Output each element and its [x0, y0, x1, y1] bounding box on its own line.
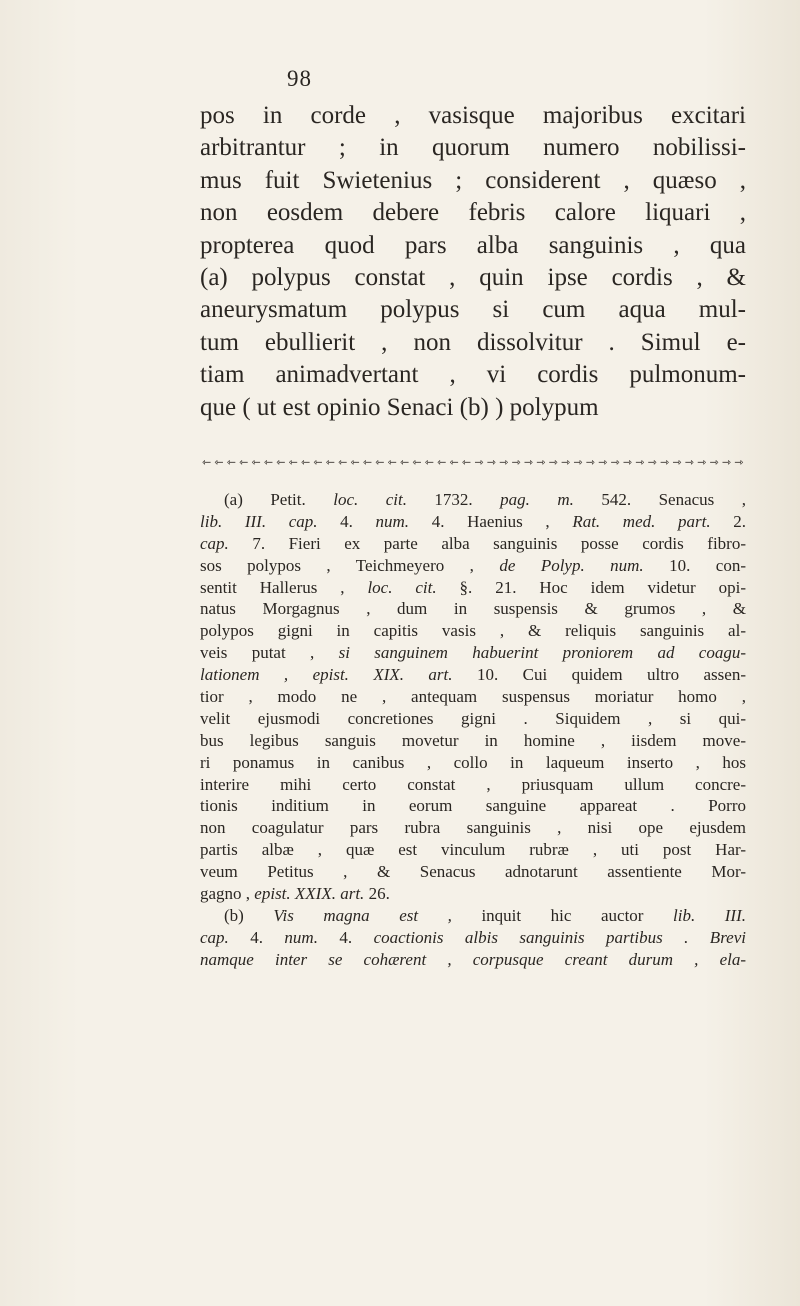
footnote-text: velit ejusmodi concretiones gigni . Siquidem , si qui-: [200, 708, 746, 728]
footnotes-block: [200, 489, 746, 971]
footnote-line: [200, 489, 746, 511]
footnote-text: ri ponamus in canibus , collo in laqueum inserto , hos: [200, 752, 746, 772]
ornament-arrow-right-icon: ⇾: [511, 457, 521, 469]
footnote-text: 542. Senacus ,: [573, 490, 746, 509]
ornament-arrow-left-icon: ⇽: [387, 457, 397, 469]
footnote-text: gagno ,: [200, 884, 255, 904]
footnote-line: [200, 555, 746, 577]
footnote-text: 4. Haenius ,: [409, 511, 573, 531]
footnote-line: [200, 861, 746, 883]
footnote-line: [200, 533, 746, 555]
main-text-line: mus fuit Swietenius ; considerent , quæso ,: [200, 166, 746, 194]
ornament-arrow-right-icon: ⇾: [523, 457, 533, 469]
footnote-text: 4.: [228, 927, 285, 947]
footnote-text: (b): [224, 905, 274, 925]
ornament-arrow-right-icon: ⇾: [622, 457, 632, 469]
ornament-arrow-right-icon: ⇾: [697, 457, 707, 469]
ornament-arrow-right-icon: ⇾: [721, 457, 731, 469]
footnote-line: [200, 686, 746, 708]
main-text-line: aneurysmatum polypus si cum aqua mul-: [200, 296, 746, 324]
ornament-arrow-left-icon: ⇽: [202, 457, 212, 469]
ornament-arrow-left-icon: ⇽: [461, 457, 472, 469]
footnote-text: 10. Cui quidem ultro assen-: [452, 665, 746, 685]
footnote-italic-text: Rat. med. part.: [572, 511, 711, 531]
footnote-text: 4.: [317, 511, 376, 531]
footnote-line: [200, 883, 746, 905]
ornament-arrow-left-icon: ⇽: [301, 457, 311, 469]
ornament-arrow-right-icon: ⇾: [659, 457, 670, 469]
footnote-text: veum Petitus , & Senacus adnotarunt assentiente Mor-: [200, 862, 746, 882]
footnote-text: sentit Hallerus ,: [200, 577, 368, 597]
footnote-text: interire mihi certo constat , priusquam ullum concre-: [200, 774, 746, 794]
footnote-italic-text: num.: [375, 511, 410, 531]
footnote-text: 7. Fieri ex parte alba sanguinis posse cordis fibro-: [228, 533, 746, 553]
footnote-italic-text: si sanguinem habuerint proniorem ad coagu-: [338, 643, 746, 663]
footnote-text: sos polypos , Teichmeyero ,: [200, 555, 500, 575]
ornament-arrow-left-icon: ⇽: [362, 457, 373, 469]
footnote-italic-text: namque inter se cohærent , corpusque creant durum , ela-: [200, 949, 746, 969]
footnote-italic-text: pag. m.: [500, 490, 574, 509]
ornament-arrow-left-icon: ⇽: [400, 457, 410, 469]
ornament-arrow-left-icon: ⇽: [338, 457, 348, 469]
ornament-arrow-right-icon: ⇾: [610, 457, 620, 469]
ornament-arrow-left-icon: ⇽: [375, 457, 385, 469]
footnote-line: [200, 730, 746, 752]
footnote-line: [200, 664, 746, 686]
footnote-line: [200, 642, 746, 664]
ornament-arrow-right-icon: ⇾: [573, 457, 583, 469]
footnote-italic-text: lib. III. cap.: [200, 511, 318, 531]
ornament-arrow-right-icon: ⇾: [536, 457, 546, 469]
footnote-italic-text: lationem , epist. XIX. art.: [200, 665, 453, 685]
footnote-line: [200, 905, 746, 927]
main-text-line: arbitrantur ; in quorum numero nobilissi-: [200, 134, 746, 162]
ornament-arrow-left-icon: ⇽: [251, 457, 261, 469]
footnote-text: inquit hic auctor: [451, 905, 674, 925]
ornament-arrow-right-icon: ⇾: [560, 457, 571, 469]
ornament-arrow-right-icon: ⇾: [598, 457, 608, 469]
footnote-text: polypos gigni in capitis vasis , & reliquis sanguinis al-: [200, 621, 746, 641]
ornament-arrow-right-icon: ⇾: [474, 457, 484, 469]
footnote-text: bus legibus sanguis movetur in homine , iisdem move-: [200, 730, 746, 750]
ornament-arrow-right-icon: ⇾: [734, 457, 744, 469]
footnote-text: (a) Petit.: [224, 490, 334, 509]
main-text-line: non eosdem debere febris calore liquari ,: [200, 199, 746, 227]
ornament-arrow-left-icon: ⇽: [437, 457, 447, 469]
ornament-arrow-right-icon: ⇾: [635, 457, 645, 469]
ornament-arrow-right-icon: ⇾: [548, 457, 558, 469]
footnote-line: [200, 817, 746, 839]
footnote-line: [200, 949, 746, 971]
footnote-line: [200, 708, 746, 730]
footnote-line: [200, 927, 746, 949]
ornament-arrow-left-icon: ⇽: [288, 457, 298, 469]
ornament-arrow-left-icon: ⇽: [449, 457, 459, 469]
footnote-text: 26.: [364, 884, 390, 904]
footnote-text: natus Morgagnus , dum in suspensis & grumos , &: [200, 599, 746, 619]
footnote-italic-text: num.: [284, 927, 318, 947]
footnote-text: veis putat ,: [200, 643, 339, 663]
footnote-text: §. 21. Hoc idem videtur opi-: [436, 577, 746, 597]
ornament-arrow-left-icon: ⇽: [313, 457, 323, 469]
ornament-arrow-left-icon: ⇽: [325, 457, 335, 469]
footnote-line: [200, 511, 746, 533]
footnote-line: [200, 577, 746, 599]
footnote-italic-text: coactionis albis sanguinis partibus . Brevi: [373, 927, 746, 947]
main-text-block: [200, 100, 746, 424]
footnote-italic-text: epist. XXIX. art.: [254, 884, 365, 904]
ornament-arrow-left-icon: ⇽: [214, 457, 224, 469]
ornament-arrow-right-icon: ⇾: [647, 457, 657, 469]
ornament-arrow-left-icon: ⇽: [226, 457, 236, 469]
page-number: 98: [287, 66, 312, 91]
footnote-line: [200, 620, 746, 642]
main-text-line: tiam animadvertant , vi cordis pulmonum-: [200, 361, 746, 389]
ornament-arrow-left-icon: ⇽: [263, 457, 274, 469]
footnote-text: non coagulatur pars rubra sanguinis , nisi ope ejusdem: [200, 818, 746, 838]
footnote-italic-text: lib. III.: [673, 905, 746, 925]
ornament-arrow-left-icon: ⇽: [276, 457, 286, 469]
ornament-arrow-right-icon: ⇾: [499, 457, 509, 469]
ornament-arrow-right-icon: ⇾: [684, 457, 694, 469]
main-text-line: pos in corde , vasisque majoribus excitari: [200, 102, 746, 129]
footnote-italic-text: cap.: [200, 533, 229, 553]
ornament-arrow-right-icon: ⇾: [486, 457, 496, 469]
ornament-arrow-right-icon: ⇾: [672, 457, 682, 469]
footnote-text: partis albæ , quæ est vinculum rubræ , uti post Har-: [200, 840, 746, 860]
ornament-arrow-left-icon: ⇽: [412, 457, 422, 469]
footnote-italic-text: loc. cit.: [333, 490, 407, 509]
footnote-line: [200, 839, 746, 861]
ornament-arrow-left-icon: ⇽: [239, 457, 249, 469]
ornament-arrow-left-icon: ⇽: [424, 457, 434, 469]
main-text-line: que ( ut est opinio Senaci (b) ) polypum: [200, 393, 599, 421]
footnote-text: 4.: [317, 927, 374, 947]
footnote-italic-text: cap.: [200, 927, 229, 947]
ornament-arrow-right-icon: ⇾: [585, 457, 595, 469]
ornament-arrow-left-icon: ⇽: [350, 457, 360, 469]
main-text-line: propterea quod pars alba sanguinis , qua: [200, 231, 746, 259]
footnote-line: [200, 774, 746, 796]
ornament-arrow-right-icon: ⇾: [709, 457, 719, 469]
footnote-text: 1732.: [406, 490, 501, 509]
footnote-italic-text: loc. cit.: [367, 577, 437, 597]
footnote-line: [200, 752, 746, 774]
main-text-line: (a) polypus constat , quin ipse cordis , &: [200, 263, 746, 291]
ornamental-rule: [202, 456, 744, 469]
footnote-italic-text: Vis magna est ,: [273, 905, 452, 925]
footnote-italic-text: de Polyp. num.: [499, 555, 644, 575]
footnote-text: 10. con-: [643, 555, 746, 575]
main-text-line: tum ebullierit , non dissolvitur . Simul e-: [200, 328, 746, 356]
footnote-line: [200, 795, 746, 817]
footnote-line: [200, 598, 746, 620]
footnote-text: tior , modo ne , antequam suspensus moriatur homo ,: [200, 687, 746, 707]
footnote-text: tionis inditium in eorum sanguine appareat . Porro: [200, 796, 746, 816]
footnote-text: 2.: [710, 511, 746, 531]
